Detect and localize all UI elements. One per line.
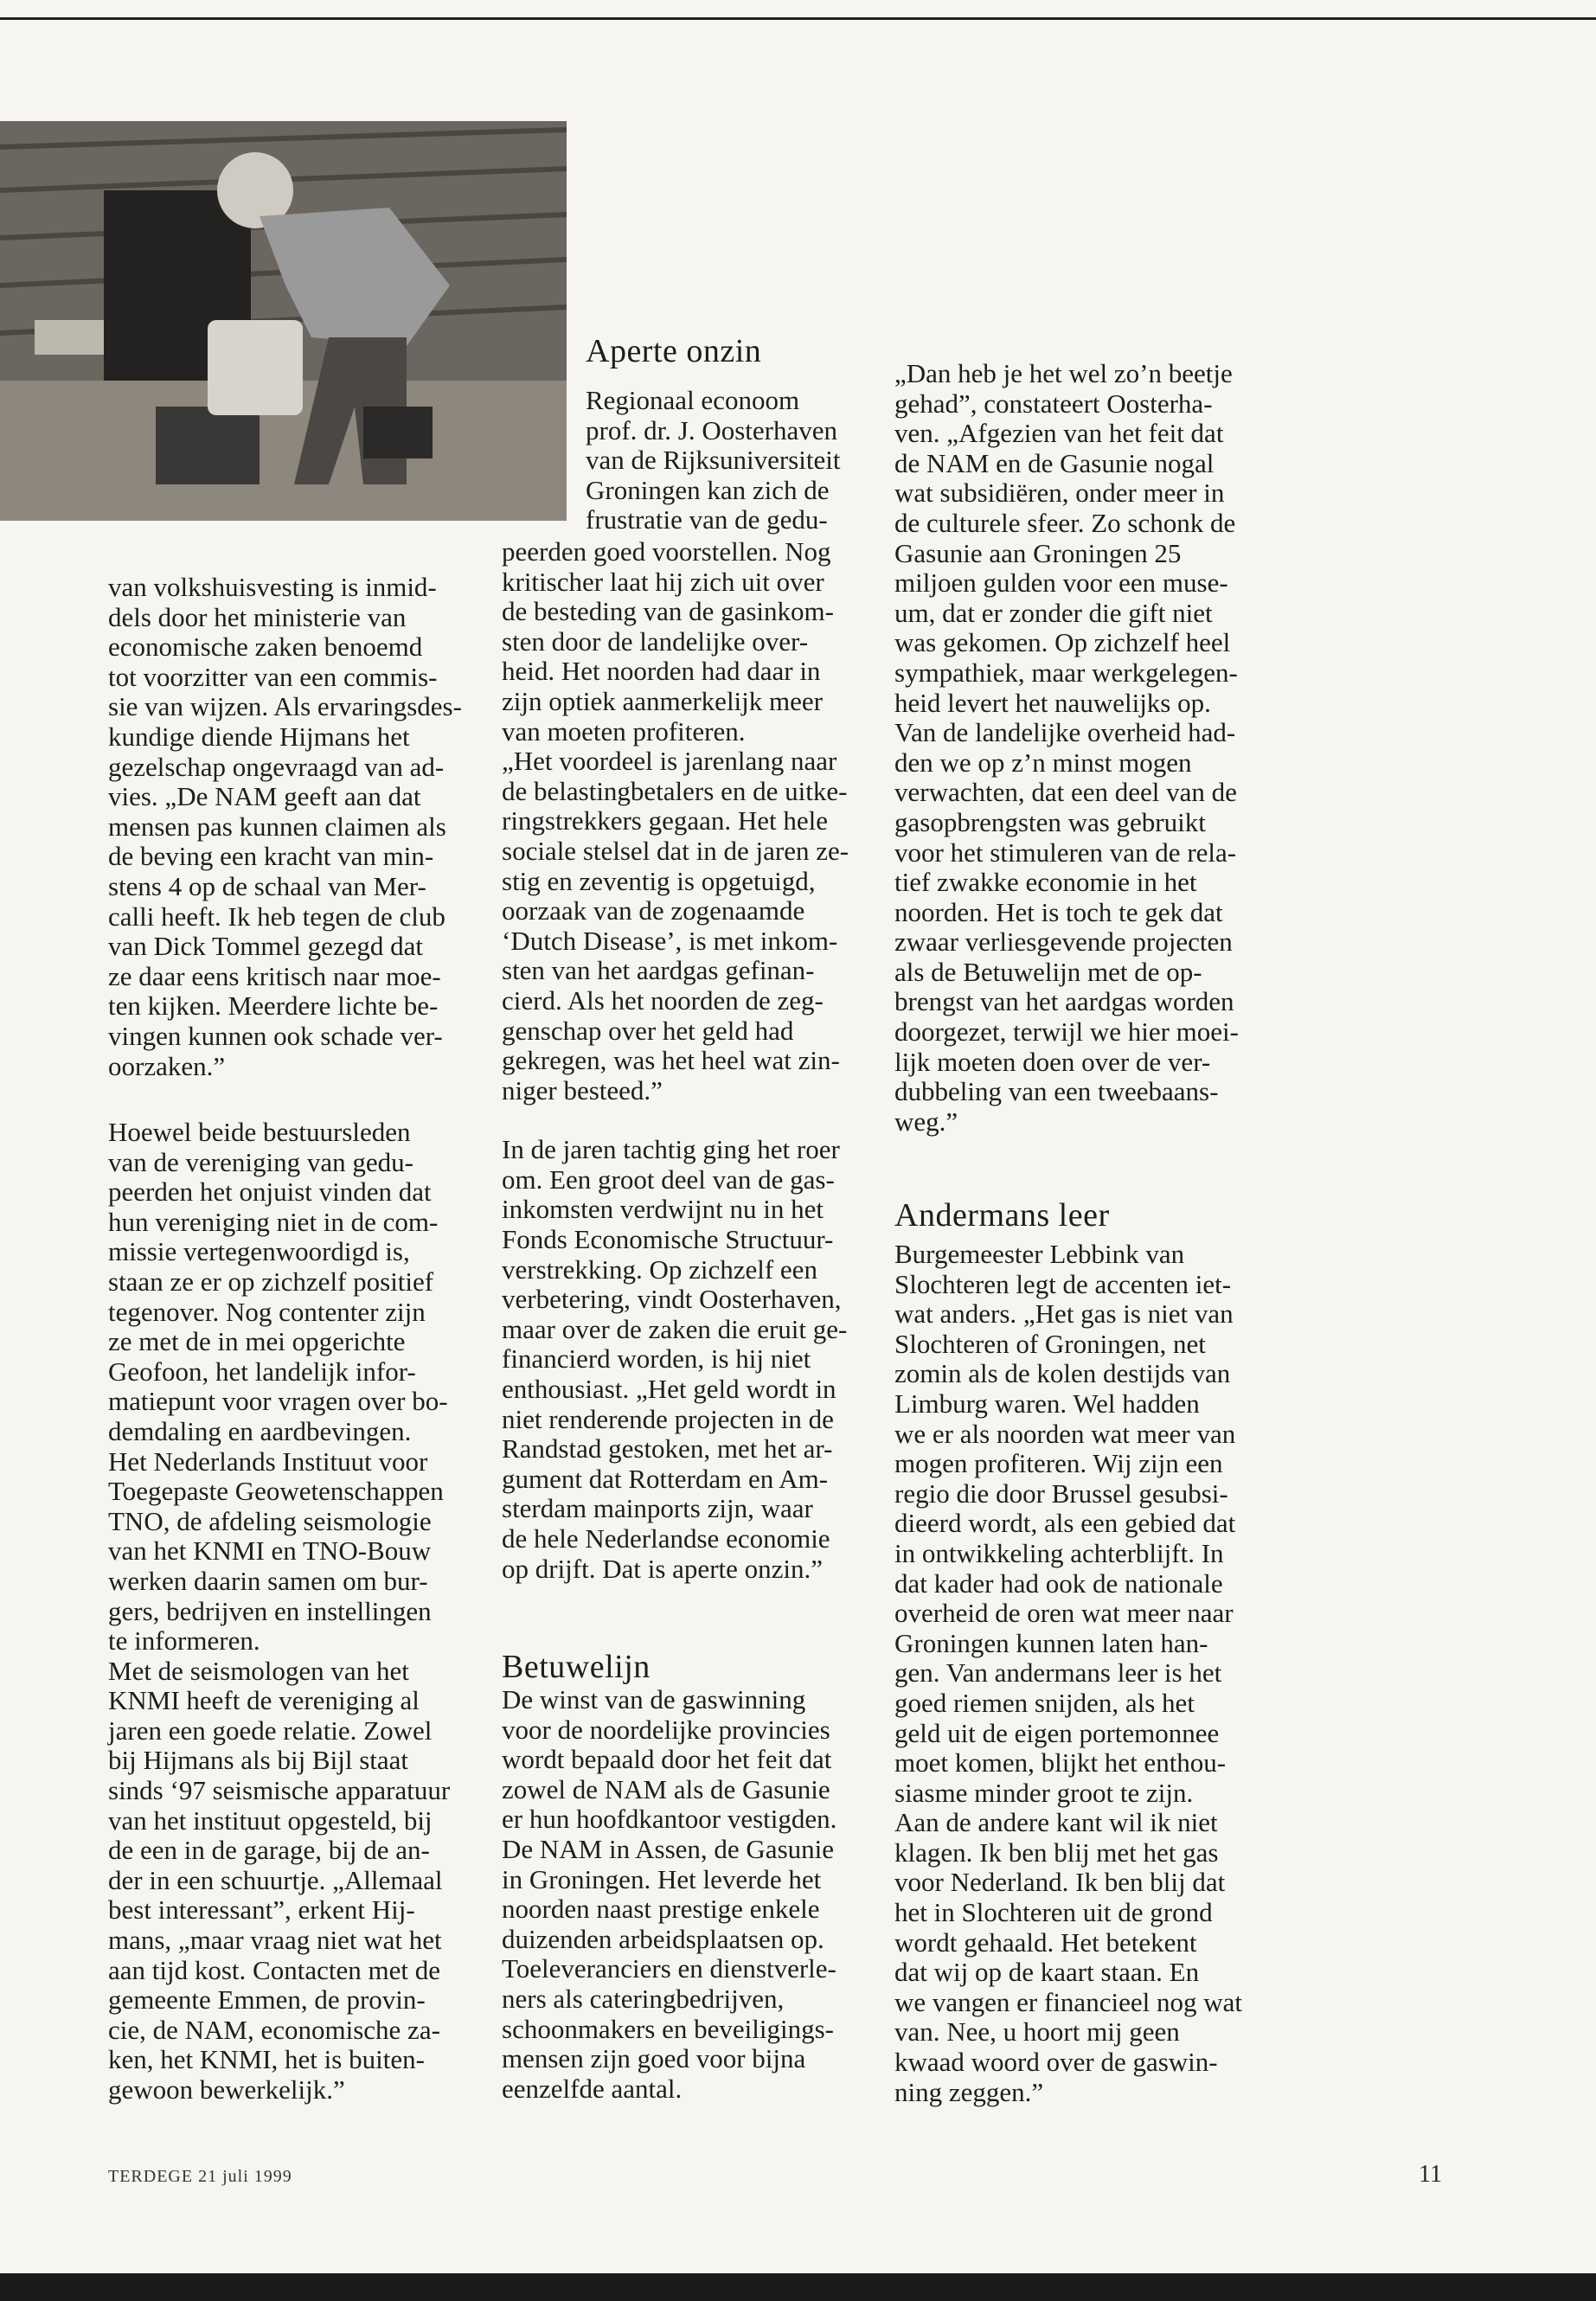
section-heading-aperte-onzin: Aperte onzin (586, 333, 762, 369)
paragraph: Regionaal econoom prof. dr. J. Oosterhaven van de Rijksuniversiteit Groningen kan zich de frustratie van de gedu- (586, 385, 841, 535)
column-2-lead (586, 386, 871, 535)
column-1-continued (108, 1118, 471, 2106)
paragraph: peerden goed voorstellen. Nog kritischer laat hij zich uit over de besteding van de gasinkom- sten door de landelijke over- heid. Het noorden had daar in zijn optiek aanmerkelijk meer van moeten profiteren. (502, 536, 834, 747)
column-2-text (502, 537, 882, 1584)
footer-publication: TERDEGE 21 juli 1999 (108, 2167, 292, 2186)
paragraph: In de jaren tachtig ging het roer om. Een groot deel van de gas- inkomsten verdwijnt nu in het Fonds Economische Structuur- verstrekking. Op zichzelf een verbetering, vindt Oosterhaven, maar over de zaken die eruit ge- financierd worden, is hij niet enthousiast. „Het geld wordt in niet renderende projecten in de Randstad gestoken, met het ar- gument dat Rotterdam en Am- sterdam mainports zijn, waar de hele Nederlandse economie op drijft. Dat is aperte onzin.” (502, 1134, 848, 1584)
column-2-betuwelijn-text (502, 1685, 882, 2104)
column-3-andermans-text (894, 1240, 1275, 2107)
top-rule (0, 17, 1596, 20)
paragraph: van volkshuisvesting is inmid- dels door het ministerie van economische zaken benoemd tot voorzitter van een commis- sie van wijzen. Als ervaringsdes- kundige diende Hijmans het gezelschap ongevraagd van ad- vies. „De NAM geeft aan dat mensen pas kunnen claimen als de beving een kracht van min- stens 4 op de schaal van Mer- calli heeft. Ik heb tegen de club van Dick Tommel gezegd dat ze daar eens kritisch naar moe- ten kijken. Meerdere lichte be- vingen kunnen ook schade ver- oorzaken.” (108, 572, 462, 1081)
paragraph: Hoewel beide bestuursleden van de vereniging van gedu- peerden het onjuist vinden dat hun vereniging niet in de com- missie vertegenwoordigd is, staan ze er op zichzelf positief tegenover. Nog contenter zijn ze met de in mei opgerichte Geofoon, het landelijk infor- matiepunt voor vragen over bo- demdaling en aardbevingen. Het Nederlands Instituut voor Toegepaste Geowetenschappen TNO, de afdeling seismologie van het KNMI en TNO-Bouw werken daarin samen om bur- gers, bedrijven en instellingen te informeren. (108, 1117, 448, 1657)
column-1-text (108, 573, 471, 1081)
column-3-text (894, 359, 1275, 1137)
page-number: 11 (1419, 2161, 1442, 2188)
section-heading-andermans-leer: Andermans leer (894, 1197, 1110, 1234)
paragraph: Burgemeester Lebbink van Slochteren legt de accenten iet- wat anders. „Het gas is niet van Slochteren of Groningen, net zomin als de kolen destijds van Limburg waren. Wel hadden we er als noorden wat meer van mogen profiteren. Wij zijn een regio die door Brussel gesubsi- dieerd wordt, als een gebied dat in ontwikkeling achterblijft. In dat kader had ook de nationale overheid de oren wat meer naar Groningen kunnen laten han- gen. Van andermans leer is het goed riemen snijden, als het geld uit de eigen portemonnee moet komen, blijkt het enthou- siasme minder groot te zijn. Aan de andere kant wil ik niet klagen. Ik ben blij met het gas voor Nederland. Ik ben blij dat het in Slochteren uit de grond wordt gehaald. Het betekent dat wij op de kaart staan. En we vangen er financieel nog wat van. Nee, u hoort mij geen kwaad woord over de gaswin- ning zeggen.” (894, 1239, 1242, 2107)
photo-man-with-seismic-equipment (0, 121, 567, 521)
section-heading-betuwelijn: Betuwelijn (502, 1649, 651, 1685)
paragraph: De winst van de gaswinning voor de noordelijke provincies wordt bepaald door het feit dat zowel de NAM als de Gasunie er hun hoofdkantoor vestigden. De NAM in Assen, de Gasunie in Groningen. Het leverde het noorden naast prestige enkele duizenden arbeidsplaatsen op. Toeleveranciers en dienstverle- ners als cateringbedrijven, schoonmakers en beveiligings- mensen zijn goed voor bijna eenzelfde aantal. (502, 1684, 837, 2104)
paragraph: Met de seismologen van het KNMI heeft de vereniging al jaren een goede relatie. Zowel bij Hijmans als bij Bijl staat sinds ‘97 seismische apparatuur van het instituut opgesteld, bij de een in de garage, bij de an- der in een schuurtje. „Allemaal best interessant”, erkent Hij- mans, „maar vraag niet wat het aan tijd kost. Contacten met de gemeente Emmen, de provin- cie, de NAM, economische za- ken, het KNMI, het is buiten- gewoon bewerkelijk.” (108, 1655, 451, 2105)
paragraph: „Dan heb je het wel zo’n beetje gehad”, constateert Oosterha- ven. „Afgezien van het feit dat de NAM en de Gasunie nogal wat subsidiëren, onder meer in de culturele sfeer. Zo schonk de Gasunie aan Groningen 25 miljoen gulden voor een muse- um, dat er zonder die gift niet was gekomen. Op zichzelf heel sympathiek, maar werkgelegen- heid levert het nauwelijks op. Van de landelijke overheid had- den we op z’n minst mogen verwachten, dat een deel van de gasopbrengsten was gebruikt voor het stimuleren van de rela- tief zwakke economie in het noorden. Het is toch te gek dat zwaar verliesgevende projecten als de Betuwelijn met de op- brengst van het aardgas worden doorgezet, terwijl we hier moei- lijk moeten doen over de ver- dubbeling van een tweebaans- weg.” (894, 358, 1239, 1137)
paragraph: „Het voordeel is jarenlang naar de belastingbetalers en de uitke- ringstrekkers gegaan. Het hele sociale stelsel dat in de jaren ze- stig en zeventig is opgetuigd, oorzaak van de zogenaamde ‘Dutch Disease’, is met inkom- sten van het aardgas gefinan- cierd. Als het noorden de zeg- genschap over het geld had gekregen, was het heel wat zin- niger besteed.” (502, 746, 849, 1106)
bottom-band (0, 2273, 1596, 2301)
